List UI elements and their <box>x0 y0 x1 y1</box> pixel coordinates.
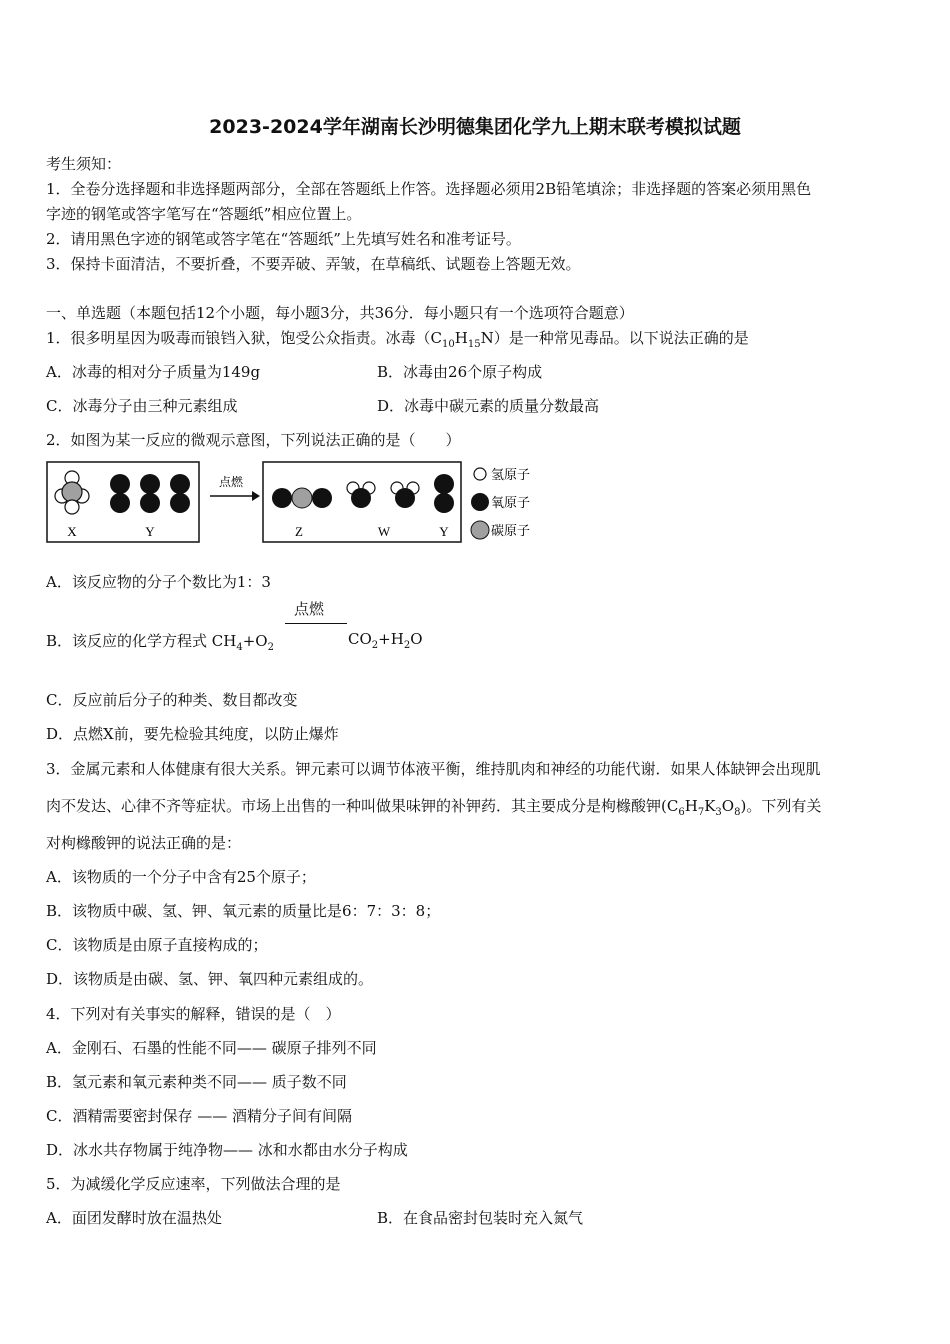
question-2-option-b-products: $CO_2+H_2O$ <box>348 630 423 651</box>
question-3-option-d: D．该物质是由碳、氢、钾、氧四种元素组成的。 <box>46 970 374 988</box>
reaction-diagram <box>46 458 546 548</box>
oxygen-atom <box>395 488 415 508</box>
carbon-atom <box>292 488 312 508</box>
question-3-stem-line-2: 肉不发达、心律不齐等症状。市场上出售的一种叫做果味钾的补钾药．其主要成分是枸橼酸钾$(C_6H_7K_3O_8)$。下列有关 <box>46 797 822 818</box>
legend-carbon-icon <box>471 521 489 539</box>
legend-oxygen-label: 氧原子 <box>491 496 531 511</box>
carbon-atom <box>62 482 82 502</box>
notice-line-3: 3．保持卡面清洁，不要折叠，不要弄破、弄皱，在草稿纸、试题卷上答题无效。 <box>46 255 581 273</box>
question-1-option-d: D．冰毒中碳元素的质量分数最高 <box>377 397 600 415</box>
legend-hydrogen-label: 氢原子 <box>491 468 531 483</box>
question-4-option-d: D．冰水共存物属于纯净物—— 冰和水都由水分子构成 <box>46 1141 408 1159</box>
oxygen-atom <box>351 488 371 508</box>
question-2-stem: 2．如图为某一反应的微观示意图，下列说法正确的是（ ） <box>46 431 461 449</box>
label-y: Y <box>145 524 155 539</box>
legend-oxygen-icon <box>471 493 489 511</box>
question-4-option-c: C．酒精需要密封保存 —— 酒精分子间有间隔 <box>46 1107 353 1125</box>
question-3-option-c: C．该物质是由原子直接构成的； <box>46 936 268 954</box>
question-5-option-a: A．面团发酵时放在温热处 <box>46 1209 222 1227</box>
oxygen-atom <box>170 474 190 494</box>
oxygen-atom <box>434 493 454 513</box>
question-3-option-b: B．该物质中碳、氢、钾、氧元素的质量比是6：7：3：8； <box>46 902 441 920</box>
molecules-y <box>110 474 190 513</box>
molecule-y-remaining <box>434 474 454 513</box>
oxygen-atom <box>272 488 292 508</box>
question-4-option-b: B．氢元素和氧元素种类不同—— 质子数不同 <box>46 1073 347 1091</box>
molecule-z <box>272 488 332 508</box>
legend-hydrogen-icon <box>474 468 486 480</box>
question-2-option-a: A．该反应物的分子个数比为1：3 <box>46 573 271 591</box>
label-y2: Y <box>439 524 449 539</box>
equation-condition: 点燃 <box>294 600 325 618</box>
equation-bar <box>285 623 347 624</box>
question-4-stem: 4．下列对有关事实的解释，错误的是（ ） <box>46 1005 341 1023</box>
question-3-option-a: A．该物质的一个分子中含有25个原子； <box>46 868 316 886</box>
arrow-head-icon <box>252 491 260 501</box>
oxygen-atom <box>140 474 160 494</box>
oxygen-atom <box>110 474 130 494</box>
label-z: Z <box>295 524 303 539</box>
question-5-stem: 5．为减缓化学反应速率，下列做法合理的是 <box>46 1175 341 1193</box>
molecule-x <box>55 471 89 514</box>
notice-line-2: 2．请用黑色字迹的钢笔或答字笔在“答题纸”上先填写姓名和准考证号。 <box>46 230 521 248</box>
label-x: X <box>67 524 77 539</box>
oxygen-atom <box>170 493 190 513</box>
question-3-stem-line-1: 3．金属元素和人体健康有很大关系。钾元素可以调节体液平衡，维持肌肉和神经的功能代谢．如果人体缺钾会出现肌 <box>46 760 821 778</box>
question-1-option-b: B．冰毒由26个原子构成 <box>377 363 543 381</box>
notice-heading: 考生须知： <box>46 155 122 173</box>
notice-line-1-cont: 字迹的钢笔或答字笔写在“答题纸”相应位置上。 <box>46 205 362 223</box>
question-5-option-b: B．在食品密封包装时充入氮气 <box>377 1209 584 1227</box>
question-3-stem-line-3: 对枸橼酸钾的说法正确的是： <box>46 834 242 852</box>
label-w: W <box>377 524 391 539</box>
notice-line-1: 1．全卷分选择题和非选择题两部分，全部在答题纸上作答。选择题必须用2B铅笔填涂；非选择题的答案必须用黑色 <box>46 180 812 198</box>
question-1-option-c: C．冰毒分子由三种元素组成 <box>46 397 238 415</box>
oxygen-atom <box>110 493 130 513</box>
question-1-stem: 1．很多明星因为吸毒而锒铛入狱，饱受公众指责。冰毒$(C_{10}H_{15}N)$是一种常见毒品。以下说法正确的是 <box>46 329 749 350</box>
oxygen-atom <box>434 474 454 494</box>
page-title: 2023-2024学年湖南长沙明德集团化学九上期末联考模拟试题 <box>209 116 741 138</box>
oxygen-atom <box>312 488 332 508</box>
oxygen-atom <box>140 493 160 513</box>
molecules-w <box>347 482 419 508</box>
question-2-option-c: C．反应前后分子的种类、数目都改变 <box>46 691 298 709</box>
question-2-option-d: D．点燃X前，要先检验其纯度，以防止爆炸 <box>46 725 339 743</box>
arrow-condition: 点燃 <box>218 475 244 489</box>
question-2-option-b: B．该反应的化学方程式 $CH_4+O_2$ <box>46 632 274 653</box>
legend-carbon-label: 碳原子 <box>491 524 531 539</box>
section-heading: 一、单选题（本题包括12个小题，每小题3分，共36分．每小题只有一个选项符合题意） <box>46 304 634 322</box>
question-1-option-a: A．冰毒的相对分子质量为149g <box>46 363 261 381</box>
hydrogen-atom <box>65 500 79 514</box>
question-4-option-a: A．金刚石、石墨的性能不同—— 碳原子排列不同 <box>46 1039 377 1057</box>
